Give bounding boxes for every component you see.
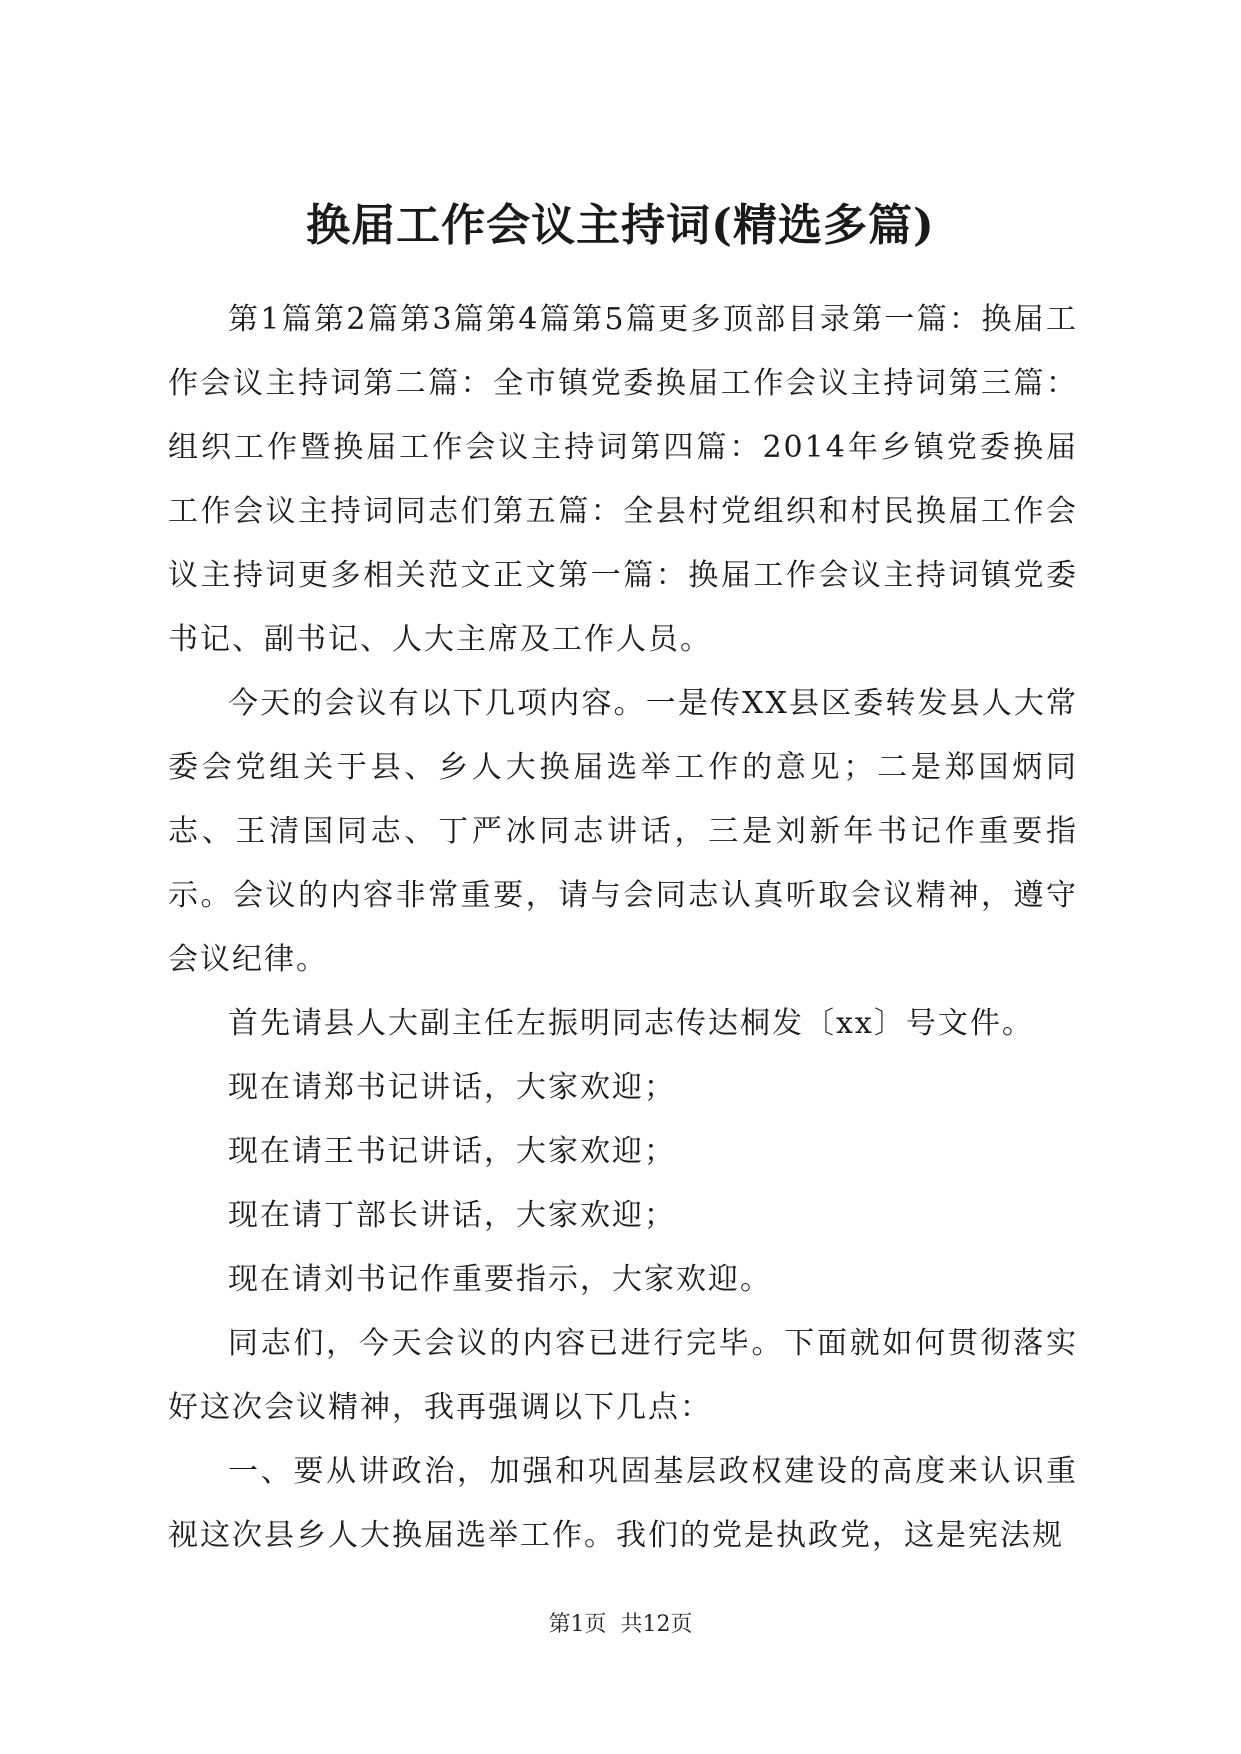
paragraph-speaker-ding: 现在请丁部长讲话，大家欢迎； xyxy=(228,1198,676,1233)
paragraph-closing: 同志们，今天会议的内容已进行完毕。下面就如何贯彻落实好这次会议精神，我再强调以下几点： xyxy=(168,1326,1078,1425)
paragraph-speaker-wang: 现在请王书记讲话，大家欢迎； xyxy=(228,1134,676,1169)
page-footer xyxy=(0,1610,1241,1640)
paragraph-toc: 第1篇第2篇第3篇第4篇第5篇更多顶部目录第一篇：换届工作会议主持词第二篇：全市镇党委换届工作会议主持词第三篇：组织工作暨换届工作会议主持词第四篇：2014年乡镇党委换届工作会议主持词同志们第五篇：全县村党组织和村民换届工作会议主持词更多相关范文正文第一篇：换届工作会议主持词镇党委书记、副书记、人大主席及工作人员。 xyxy=(168,302,1078,657)
page-total: 共12页 xyxy=(620,1612,693,1637)
document-body xyxy=(168,288,1078,1568)
paragraph-speaker-zheng: 现在请郑书记讲话，大家欢迎； xyxy=(228,1070,676,1105)
paragraph-first-speaker: 首先请县人大副主任左振明同志传达桐发〔xx〕号文件。 xyxy=(228,1006,1034,1041)
document-title: 换届工作会议主持词(精选多篇) xyxy=(306,200,935,251)
page-number: 第1页 xyxy=(548,1612,607,1637)
paragraph-point-one: 一、要从讲政治，加强和巩固基层政权建设的高度来认识重视这次县乡人大换届选举工作。我们的党是执政党，这是宪法规 xyxy=(168,1454,1078,1553)
paragraph-agenda: 今天的会议有以下几项内容。一是传XX县区委转发县人大常委会党组关于县、乡人大换届选举工作的意见；二是郑国炳同志、王清国同志、丁严冰同志讲话，三是刘新年书记作重要指示。会议的内容非常重要，请与会同志认真听取会议精神，遵守会议纪律。 xyxy=(168,686,1078,977)
paragraph-speaker-liu: 现在请刘书记作重要指示，大家欢迎。 xyxy=(228,1262,772,1297)
